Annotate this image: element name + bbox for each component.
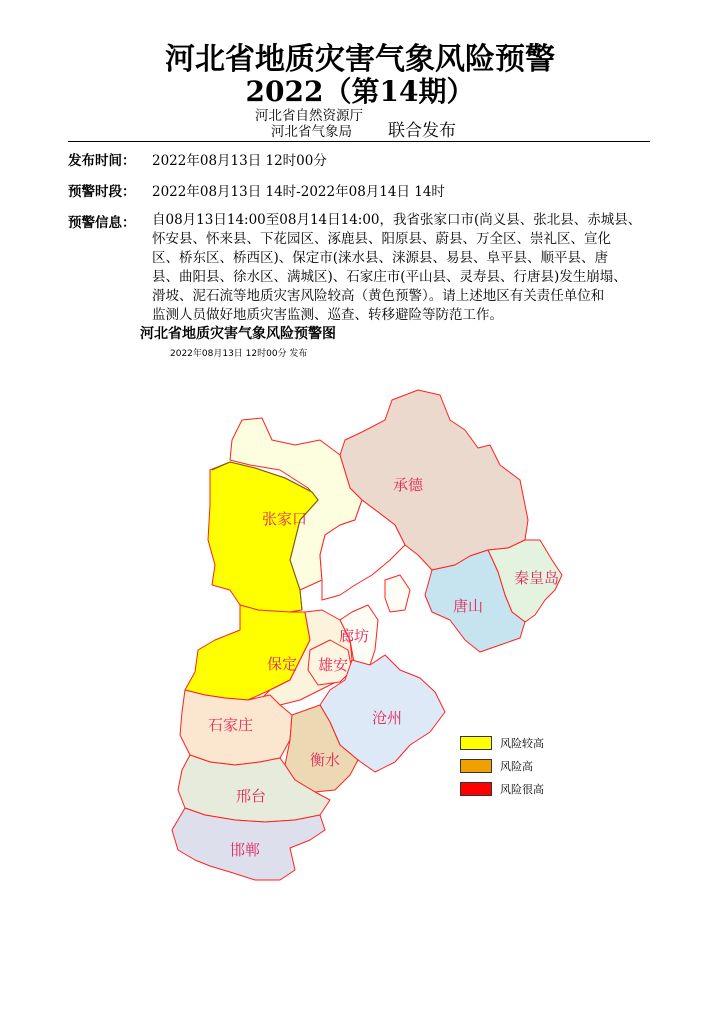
city-label: 承德 xyxy=(393,476,424,494)
info-line: 滑坡、泥石流等地质灾害风险较高（黄色预警）。请上述地区有关责任单位和 xyxy=(152,288,605,304)
city-label: 石家庄 xyxy=(208,716,254,734)
city-label: 张家口 xyxy=(262,510,308,528)
city-label: 雄安 xyxy=(318,656,349,674)
legend-label: 风险较高 xyxy=(500,737,544,750)
info-line: 县、曲阳县、徐水区、满城区)、石家庄市(平山县、灵寿县、行唐县)发生崩塌、 xyxy=(152,269,627,285)
legend-label: 风险高 xyxy=(500,760,533,773)
publish-time-label: 发布时间： xyxy=(68,153,136,169)
city-label: 邢台 xyxy=(236,787,267,805)
city-label: 唐山 xyxy=(453,597,484,615)
issuer-natural-resources: 河北省自然资源厅 xyxy=(255,108,363,124)
legend-swatch-orange xyxy=(460,759,492,773)
document-title: 河北省地质灾害气象风险预警 xyxy=(165,42,555,77)
map-subtitle: 2022年08月13日 12时00分 发布 xyxy=(170,349,308,359)
city-label: 保定 xyxy=(267,655,298,673)
city-label: 廊坊 xyxy=(339,627,370,645)
publish-time-value: 2022年08月13日 12时00分 xyxy=(152,153,327,169)
joint-release: 联合发布 xyxy=(388,121,456,141)
info-line: 监测人员做好地质灾害监测、巡查、转移避险等防范工作。 xyxy=(152,307,503,323)
city-label: 沧州 xyxy=(372,709,403,727)
region-langfang-north xyxy=(385,575,410,612)
issue-number: 2022（第14期） xyxy=(245,75,475,108)
city-label: 秦皇岛 xyxy=(514,569,560,587)
info-line: 怀安县、怀来县、下花园区、涿鹿县、阳原县、蔚县、万全区、崇礼区、宣化 xyxy=(152,231,611,247)
legend-swatch-red xyxy=(460,782,492,796)
info-line: 区、桥东区、桥西区)、保定市(涞水县、涞源县、易县、阜平县、顺平县、唐 xyxy=(152,250,609,266)
warning-period-label: 预警时段： xyxy=(68,184,136,200)
warning-info-label: 预警信息： xyxy=(68,215,136,231)
warning-period-value: 2022年08月13日 14时-2022年08月14日 14时 xyxy=(152,184,445,200)
issuer-meteorology: 河北省气象局 xyxy=(271,124,352,140)
map-title: 河北省地质灾害气象风险预警图 xyxy=(140,326,336,342)
legend-swatch-yellow xyxy=(460,736,492,750)
city-label: 衡水 xyxy=(310,751,341,769)
city-label: 邯郸 xyxy=(230,841,261,859)
legend-label: 风险很高 xyxy=(500,783,544,796)
info-line: 自08月13日14:00至08月14日14:00，我省张家口市(尚义县、张北县、赤城县、 xyxy=(152,212,642,228)
